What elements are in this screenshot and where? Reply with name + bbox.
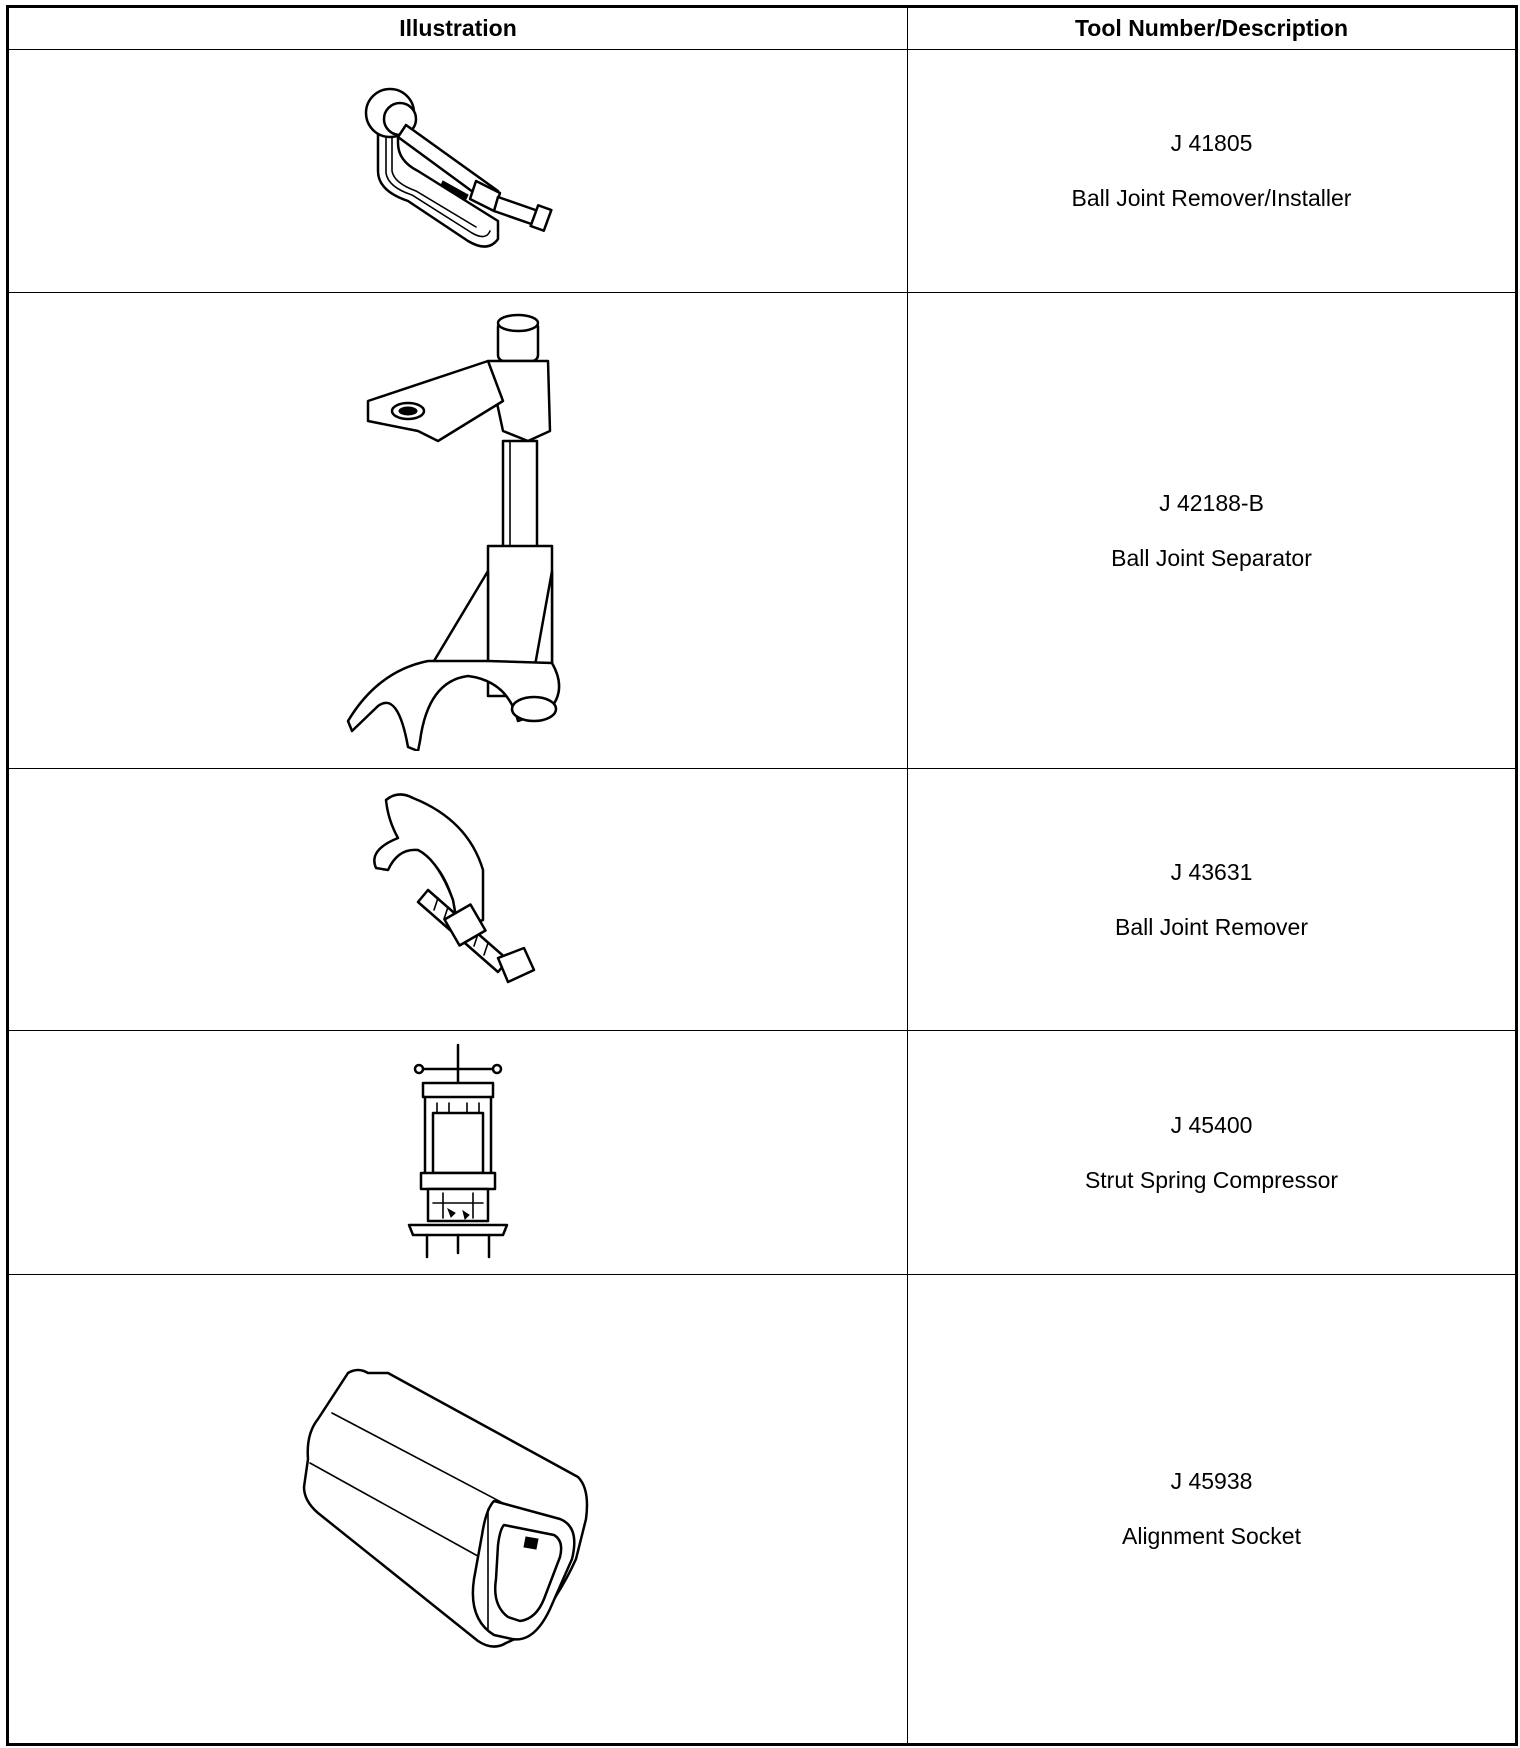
- pickle-fork-remover-icon: [358, 790, 558, 1010]
- special-tools-table: [6, 5, 1518, 1746]
- tool-number: J 42188-B: [1159, 489, 1264, 516]
- illustration-cell: [8, 769, 908, 1031]
- description-cell: [908, 293, 1517, 769]
- tool-number: J 45400: [1170, 1111, 1253, 1138]
- description-column-header: Tool Number/Description: [908, 7, 1517, 50]
- illustration-cell: [8, 293, 908, 769]
- description-cell: [908, 1275, 1517, 1745]
- tool-name: Ball Joint Remover: [1114, 913, 1309, 940]
- strut-spring-compressor-icon: [403, 1043, 513, 1263]
- tool-name: Ball Joint Remover/Installer: [1071, 185, 1352, 211]
- table-row: [8, 50, 1517, 293]
- table-row: [8, 769, 1517, 1031]
- table-row: [8, 1031, 1517, 1275]
- tool-number: J 45938: [1170, 1468, 1253, 1494]
- description-cell: [908, 1031, 1517, 1275]
- description-cell: [908, 769, 1517, 1031]
- tool-name: Ball Joint Separator: [1111, 544, 1312, 571]
- table-row: [8, 1275, 1517, 1745]
- table-row: [8, 293, 1517, 769]
- illustration-cell: [8, 50, 908, 293]
- tool-number: J 41805: [1170, 130, 1253, 156]
- tool-name: Strut Spring Compressor: [1084, 1166, 1339, 1193]
- tool-name: Alignment Socket: [1122, 1523, 1301, 1549]
- illustration-cell: [8, 1275, 908, 1745]
- illustration-column-header: Illustration: [8, 7, 908, 50]
- illustration-cell: [8, 1031, 908, 1275]
- hex-alignment-socket-icon: [298, 1359, 618, 1659]
- c-clamp-press-icon: [348, 81, 568, 261]
- description-cell: [908, 50, 1517, 293]
- table-header-row: [8, 7, 1517, 50]
- tool-number: J 43631: [1170, 858, 1253, 885]
- ball-joint-separator-icon: [338, 311, 578, 751]
